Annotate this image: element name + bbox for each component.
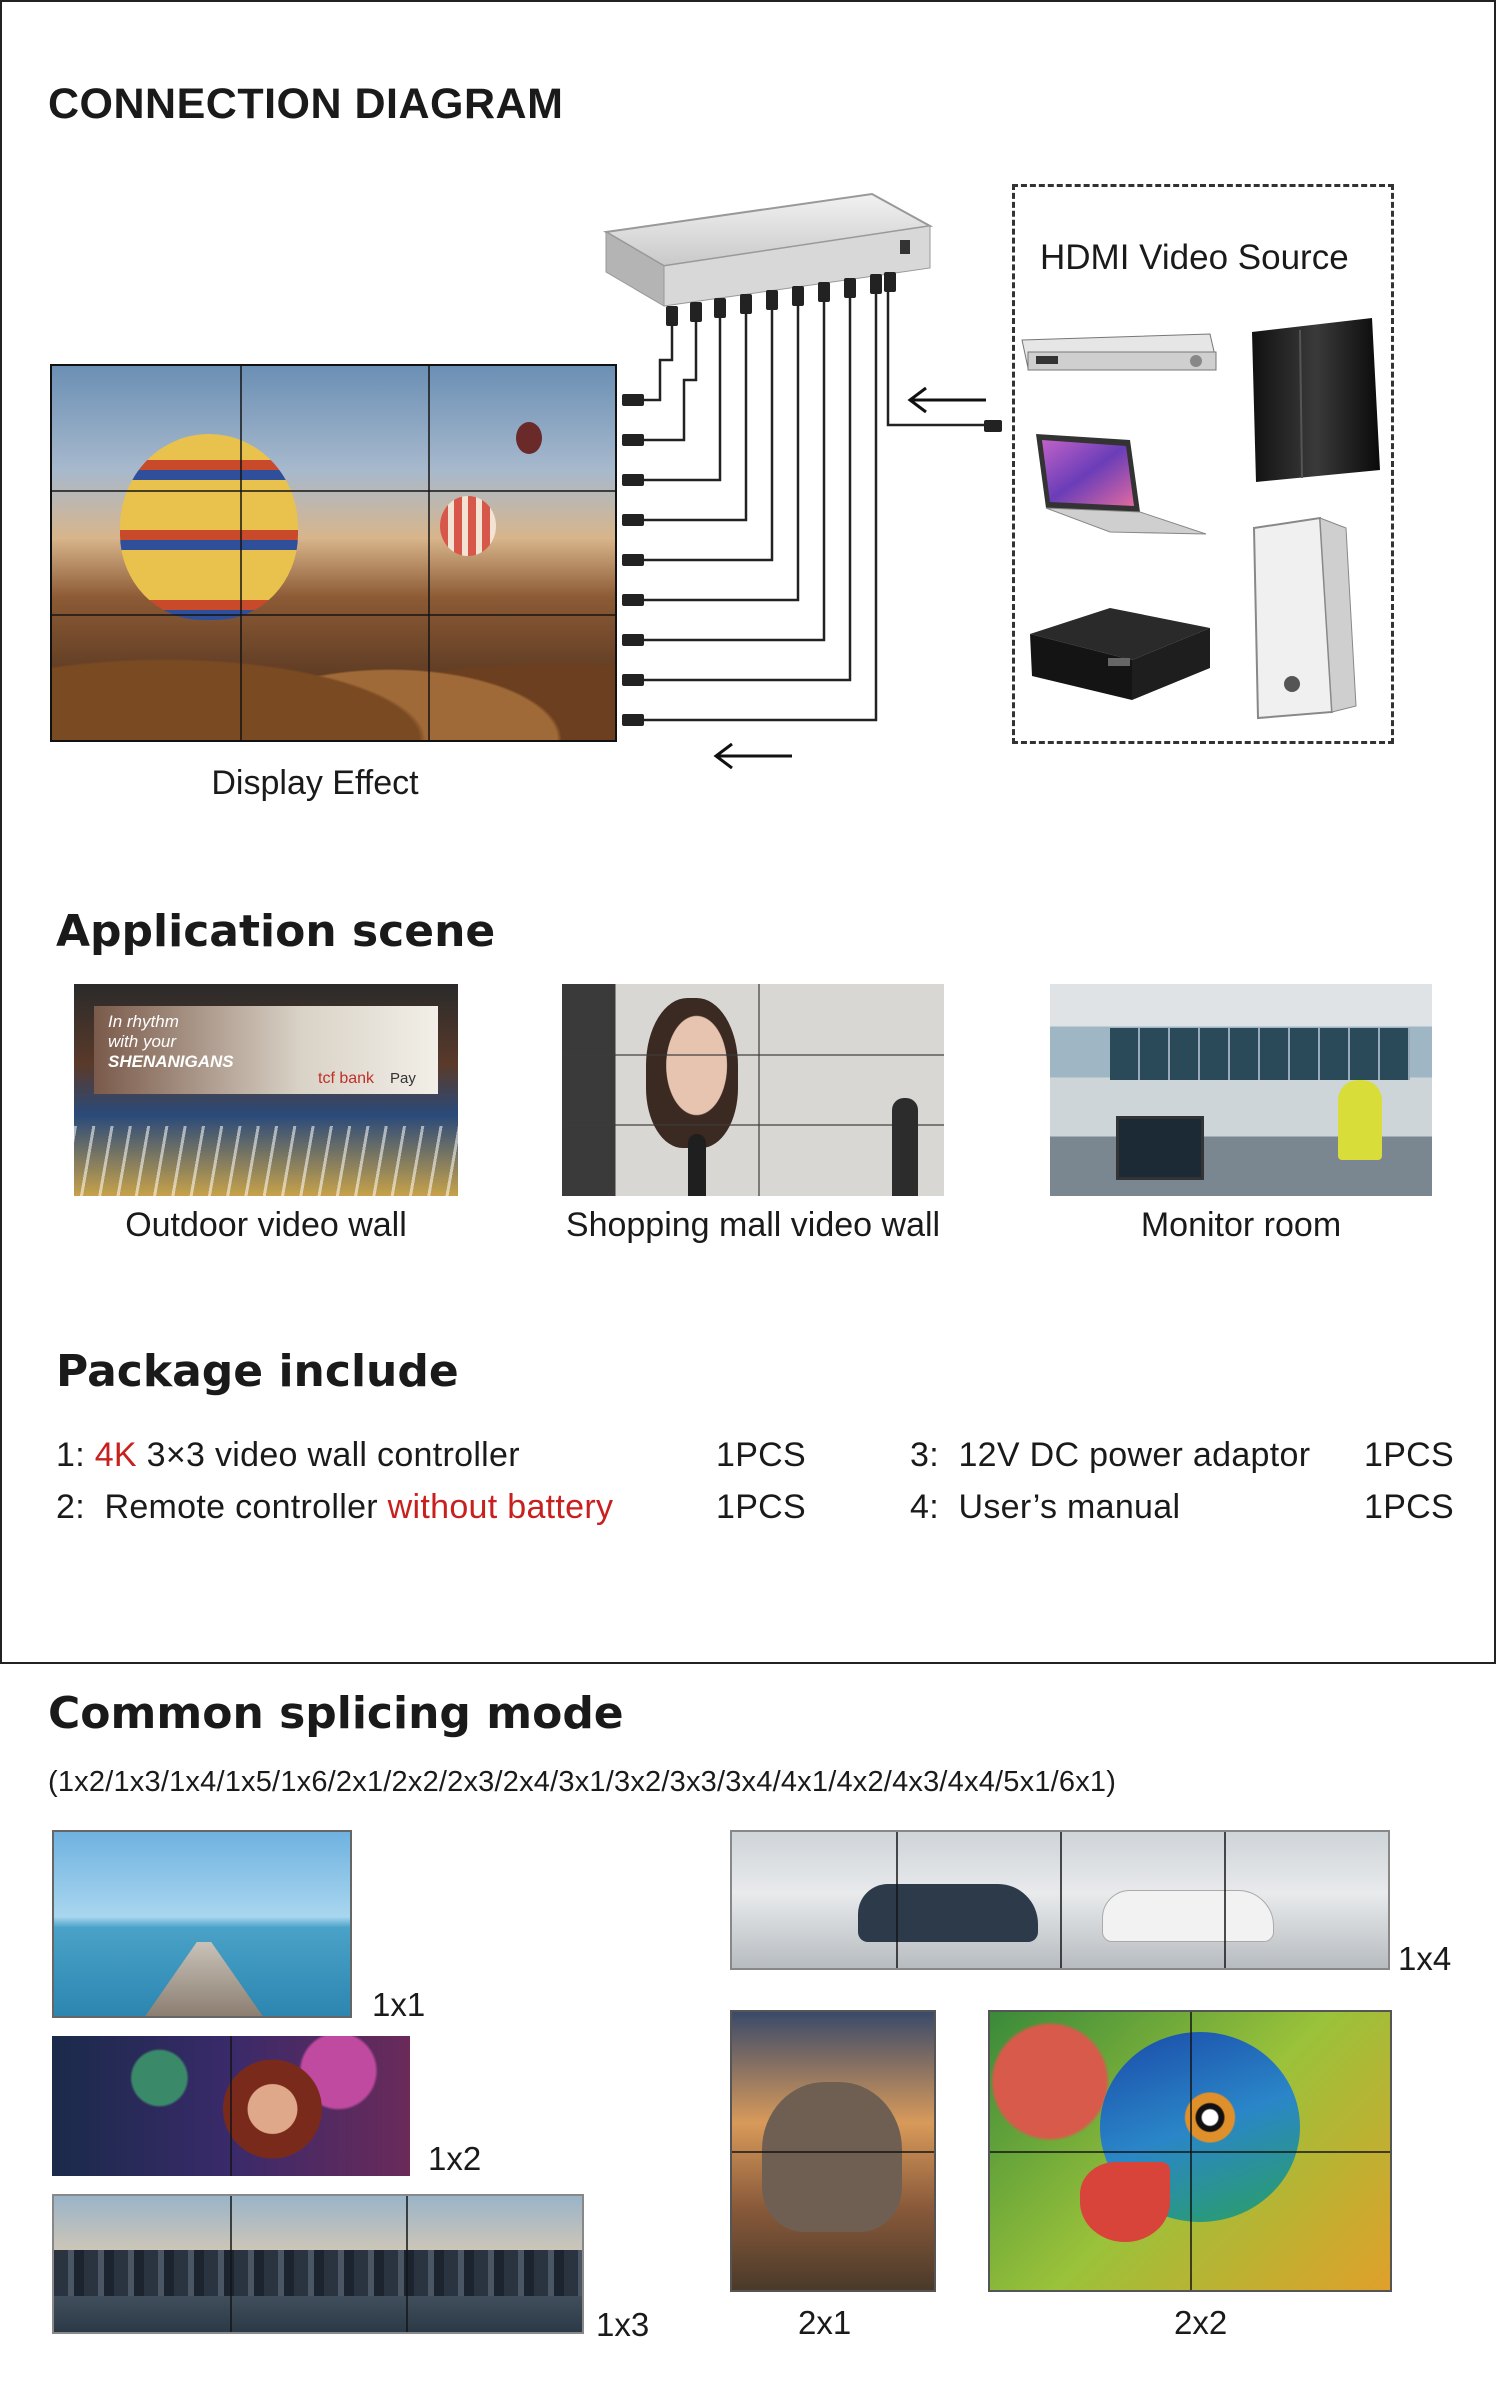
hot-air-balloon [120, 434, 298, 620]
monitor-room-caption: Monitor room [1140, 1206, 1342, 1244]
elephant [762, 2082, 902, 2232]
splice-2x2-label: 2x2 [1174, 2304, 1228, 2341]
outdoor-video-wall-image [74, 984, 458, 1196]
splice-2x1-label: 2x1 [798, 2304, 852, 2341]
display-effect-label: Display Effect [211, 764, 419, 802]
package-item-1-qty: 1PCS [716, 1436, 807, 1474]
package-item-3-qty: 1PCS [1364, 1436, 1455, 1474]
dvd-player-icon [1022, 334, 1216, 370]
display-effect-image [50, 364, 617, 742]
connection-title: CONNECTION DIAGRAM [48, 80, 564, 128]
splice-2x2-image [988, 2010, 1392, 2292]
splice-1x1-image [52, 1830, 352, 2018]
package-item-4: 4: User’s manual [910, 1488, 1181, 1526]
splice-1x2-image [52, 2036, 410, 2176]
monitor-room-image [1050, 984, 1432, 1196]
game-console-icon [1252, 318, 1380, 482]
hdmi-cables [630, 276, 990, 720]
shopping-mall-video-wall-image [562, 984, 944, 1196]
application-title: Application scene [56, 906, 496, 957]
package-item-2-qty: 1PCS [716, 1488, 807, 1526]
woman-with-headphones [212, 2054, 322, 2164]
car-dark [858, 1884, 1038, 1942]
rock-formations [52, 600, 615, 740]
splicing-title: Common splicing mode [48, 1688, 624, 1739]
hot-air-balloon [440, 496, 496, 556]
hot-air-balloon [516, 422, 542, 454]
shopping-mall-video-wall-caption: Shopping mall video wall [565, 1206, 941, 1244]
desk-monitor [1116, 1116, 1204, 1180]
set-top-box-icon [1030, 608, 1210, 700]
splicing-modes-list: (1x2/1x3/1x4/1x5/1x6/2x1/2x2/2x3/2x4/3x1/3x2/3x3/3x4/4x1/4x2/4x3/4x4/5x1/6x1) [48, 1766, 1117, 1798]
arrow-left-icon [910, 388, 986, 412]
shopper-silhouette [688, 1134, 706, 1196]
pc-tower-icon [1254, 518, 1356, 718]
operator [1338, 1080, 1382, 1160]
splice-1x4-image [730, 1830, 1390, 1970]
package-title: Package include [56, 1346, 459, 1397]
billboard-pay: Pay [390, 1070, 416, 1087]
monitor-wall [1110, 1028, 1410, 1080]
pier [144, 1942, 264, 2018]
light-trails [74, 1126, 458, 1196]
package-item-2: 2: Remote controller without battery [56, 1488, 614, 1526]
splice-1x1-label: 1x1 [372, 1986, 426, 2023]
laptop-icon [1036, 434, 1206, 534]
package-item-4-qty: 1PCS [1364, 1488, 1455, 1526]
hdmi-source-label: HDMI Video Source [1040, 238, 1349, 277]
splice-2x1-image [730, 2010, 936, 2292]
package-item-3: 3: 12V DC power adaptor [910, 1436, 1311, 1474]
billboard-brand: tcf bank [318, 1070, 375, 1087]
car-white [1102, 1890, 1274, 1942]
parrot-beak [1080, 2162, 1170, 2242]
splice-1x3-label: 1x3 [596, 2306, 650, 2343]
shopper-silhouette [892, 1098, 918, 1196]
billboard-text: In rhythm with your SHENANIGANS [108, 1012, 234, 1071]
outdoor-video-wall-caption: Outdoor video wall [125, 1206, 407, 1244]
splice-1x3-image [52, 2194, 584, 2334]
splice-1x4-label: 1x4 [1398, 1940, 1452, 1977]
city-skyline [54, 2250, 582, 2296]
package-item-1: 1: 4K 3×3 video wall controller [56, 1436, 520, 1474]
splice-1x2-label: 1x2 [428, 2140, 482, 2177]
arrow-left-icon [716, 744, 792, 768]
